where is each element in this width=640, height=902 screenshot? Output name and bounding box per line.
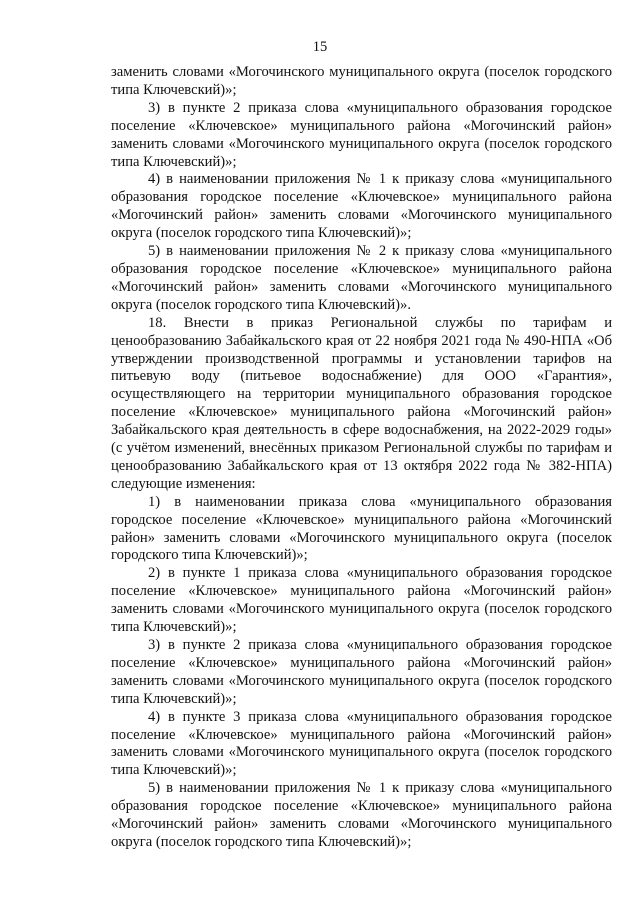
paragraph: 2) в пункте 1 приказа слова «муниципального образования городское поселение «Ключевское» муниципального района «Могочинский район» заменить словами «Могочинского муниципального округа (поселок городского типа Ключевский)»; [111, 565, 612, 636]
document-body [111, 64, 612, 852]
page-number: 15 [312, 39, 328, 55]
paragraph: 5) в наименовании приложения № 2 к приказу слова «муниципального образования городское поселение «Ключевское» муниципального района «Могочинский район» заменить словами «Могочинского муниципального округа (поселок городского типа Ключевский)». [111, 243, 612, 313]
paragraph: 18. Внести в приказ Региональной службы по тарифам и ценообразованию Забайкальского края от 22 ноября 2021 года № 490-НПА «Об утверждении производственной программы и установлении тарифов на питьевую воду (питьевое водоснабжение) для ООО «Гарантия», осуществляющего на территории муниципального образования городское поселение «Ключевское» муниципального района «Могочинский район» Забайкальского края деятельность в сфере водоснабжения, на 2022-2029 годы» (с учётом изменений, внесённых приказом Региональной службы по тарифам и ценообразованию Забайкальского края от 13 октября 2022 года № 382-НПА) следующие изменения: [111, 314, 612, 492]
paragraph: 5) в наименовании приложения № 1 к приказу слова «муниципального образования городское поселение «Ключевское» муниципального района «Могочинский район» заменить словами «Могочинского муниципального округа (поселок городского типа Ключевский)»; [111, 780, 612, 850]
paragraph: 4) в наименовании приложения № 1 к приказу слова «муниципального образования городское поселение «Ключевское» муниципального района «Могочинский район» заменить словами «Могочинского муниципального округа (поселок городского типа Ключевский)»; [111, 171, 612, 242]
paragraph: 3) в пункте 2 приказа слова «муниципального образования городское поселение «Ключевское» муниципального района «Могочинский район» заменить словами «Могочинского муниципального округа (поселок городского типа Ключевский)»; [111, 99, 612, 170]
paragraph: заменить словами «Могочинского муниципального округа (поселок городского типа Ключевский)»; [111, 64, 612, 98]
paragraph: 4) в пункте 3 приказа слова «муниципального образования городское поселение «Ключевское» муниципального района «Могочинский район» заменить словами «Могочинского муниципального округа (поселок городского типа Ключевский)»; [111, 708, 612, 779]
paragraph: 3) в пункте 2 приказа слова «муниципального образования городское поселение «Ключевское» муниципального района «Могочинский район» заменить словами «Могочинского муниципального округа (поселок городского типа Ключевский)»; [111, 637, 612, 707]
paragraph: 1) в наименовании приказа слова «муниципального образования городское поселение «Ключевское» муниципального района «Могочинский район» заменить словами «Могочинского муниципального округа (поселок городского типа Ключевский)»; [111, 493, 612, 564]
